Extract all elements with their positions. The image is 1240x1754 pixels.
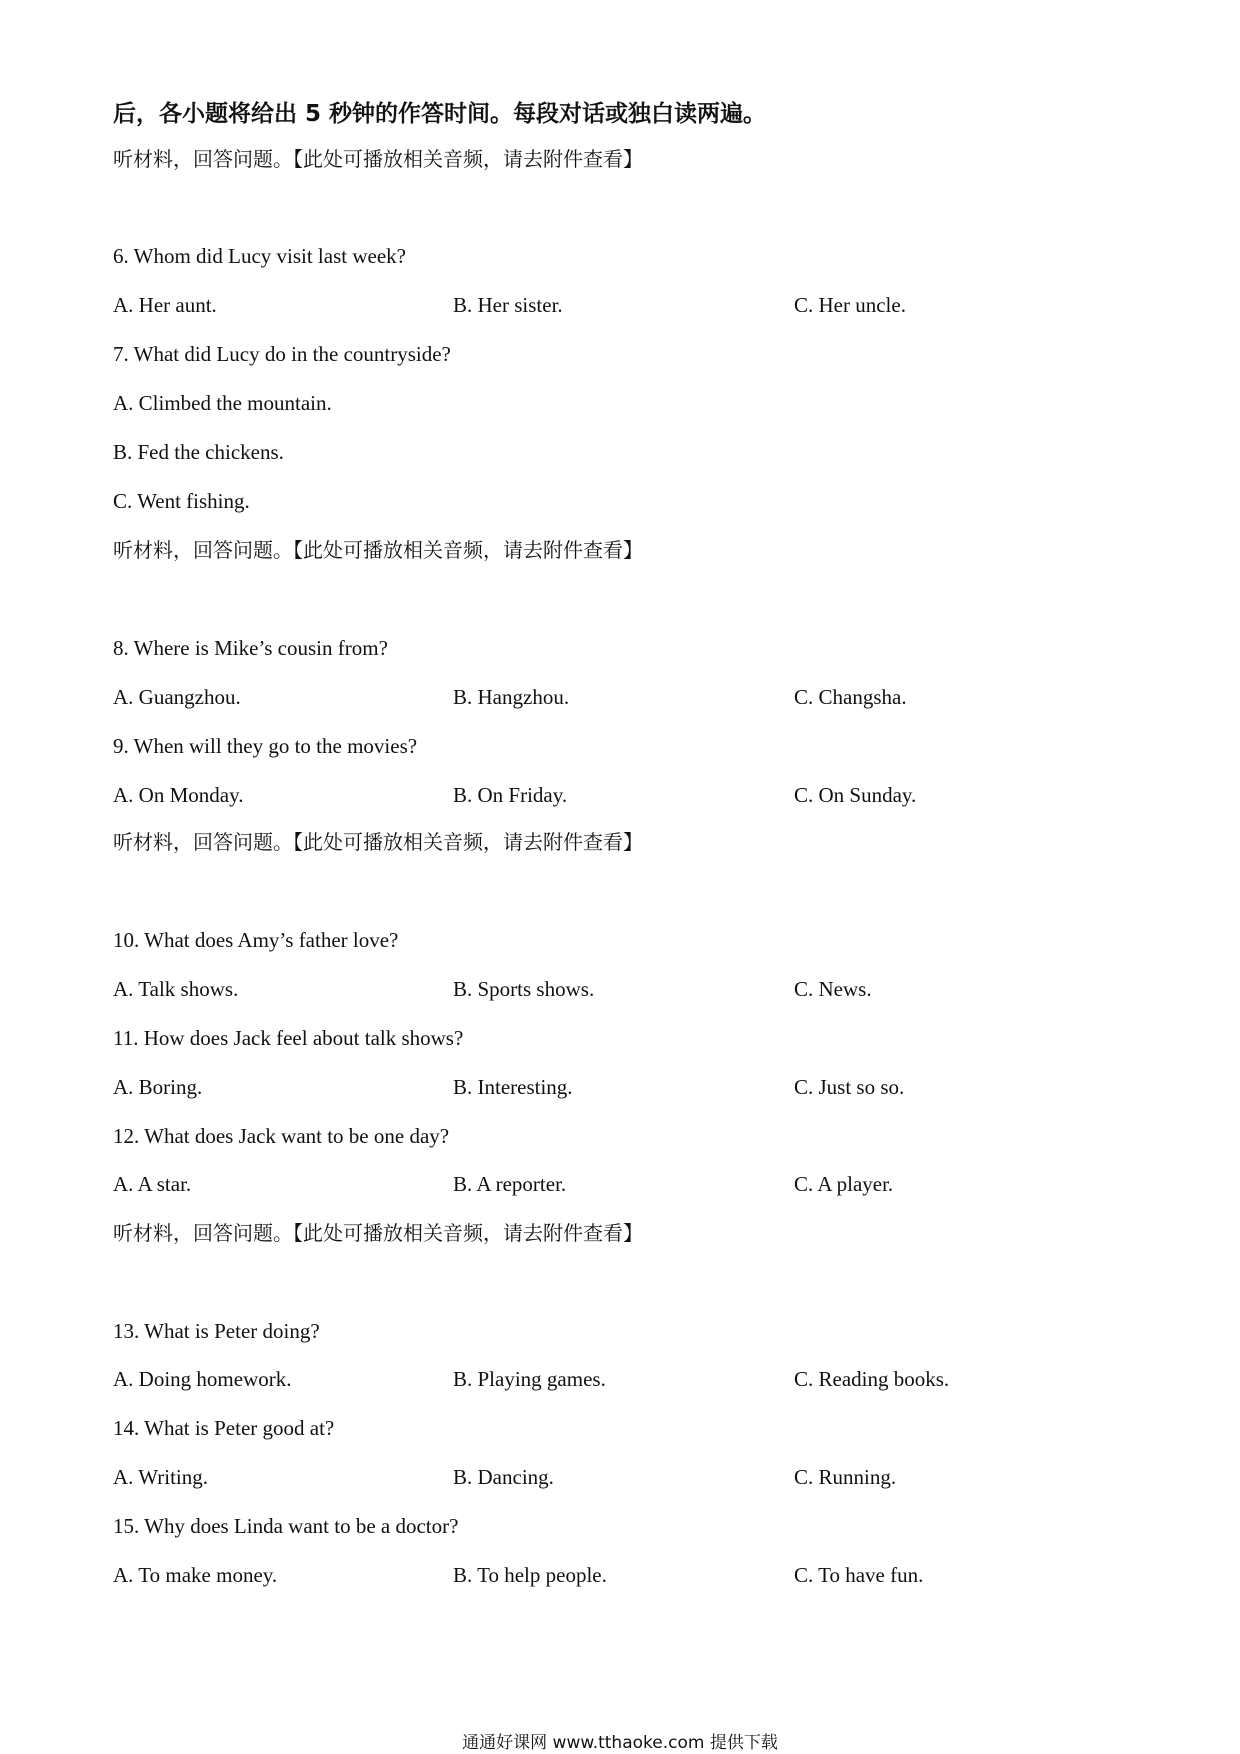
q7-option-a: A. Climbed the mountain. xyxy=(113,391,332,415)
q9-option-b: B. On Friday. xyxy=(453,783,568,807)
q12-option-c: C. A player. xyxy=(794,1172,894,1196)
question-6: 6. Whom did Lucy visit last week? xyxy=(113,244,406,268)
q10-option-c: C. News. xyxy=(794,977,872,1001)
q15-option-c: C. To have fun. xyxy=(794,1563,924,1587)
section-heading: 后，各小题将给出 5 秒钟的作答时间。每段对话或独白读两遍。 xyxy=(113,101,767,127)
q15-option-a: A. To make money. xyxy=(113,1563,278,1587)
question-7: 7. What did Lucy do in the countryside? xyxy=(113,342,451,366)
q6-option-c: C. Her uncle. xyxy=(794,293,906,317)
audio-instruction: 听材料，回答问题。【此处可播放相关音频，请去附件查看】 xyxy=(113,1221,643,1245)
q14-option-a: A. Writing. xyxy=(113,1465,209,1489)
q15-option-b: B. To help people. xyxy=(453,1563,607,1587)
q11-option-c: C. Just so so. xyxy=(794,1075,905,1099)
page-footer: 通通好课网 www.tthaoke.com 提供下载 xyxy=(462,1733,778,1753)
audio-instruction: 听材料，回答问题。【此处可播放相关音频，请去附件查看】 xyxy=(113,830,643,854)
q13-option-b: B. Playing games. xyxy=(453,1367,606,1391)
q11-option-b: B. Interesting. xyxy=(453,1075,573,1099)
q6-option-b: B. Her sister. xyxy=(453,293,563,317)
q8-option-a: A. Guangzhou. xyxy=(113,685,241,709)
question-14: 14. What is Peter good at? xyxy=(113,1416,335,1440)
q10-option-b: B. Sports shows. xyxy=(453,977,595,1001)
question-15: 15. Why does Linda want to be a doctor? xyxy=(113,1514,459,1538)
q13-option-c: C. Reading books. xyxy=(794,1367,950,1391)
audio-instruction: 听材料，回答问题。【此处可播放相关音频，请去附件查看】 xyxy=(113,147,643,171)
question-9: 9. When will they go to the movies? xyxy=(113,734,418,758)
q8-option-b: B. Hangzhou. xyxy=(453,685,570,709)
q9-option-c: C. On Sunday. xyxy=(794,783,917,807)
q11-option-a: A. Boring. xyxy=(113,1075,203,1099)
q13-option-a: A. Doing homework. xyxy=(113,1367,292,1391)
question-10: 10. What does Amy’s father love? xyxy=(113,928,399,952)
audio-instruction: 听材料，回答问题。【此处可播放相关音频，请去附件查看】 xyxy=(113,538,643,562)
question-12: 12. What does Jack want to be one day? xyxy=(113,1124,450,1148)
q6-option-a: A. Her aunt. xyxy=(113,293,217,317)
q9-option-a: A. On Monday. xyxy=(113,783,244,807)
q14-option-c: C. Running. xyxy=(794,1465,897,1489)
q10-option-a: A. Talk shows. xyxy=(113,977,239,1001)
question-8: 8. Where is Mike’s cousin from? xyxy=(113,636,388,660)
question-13: 13. What is Peter doing? xyxy=(113,1319,320,1343)
q12-option-a: A. A star. xyxy=(113,1172,192,1196)
q7-option-b: B. Fed the chickens. xyxy=(113,440,284,464)
q7-option-c: C. Went fishing. xyxy=(113,489,250,513)
q12-option-b: B. A reporter. xyxy=(453,1172,567,1196)
q8-option-c: C. Changsha. xyxy=(794,685,907,709)
q14-option-b: B. Dancing. xyxy=(453,1465,554,1489)
question-11: 11. How does Jack feel about talk shows? xyxy=(113,1026,464,1050)
